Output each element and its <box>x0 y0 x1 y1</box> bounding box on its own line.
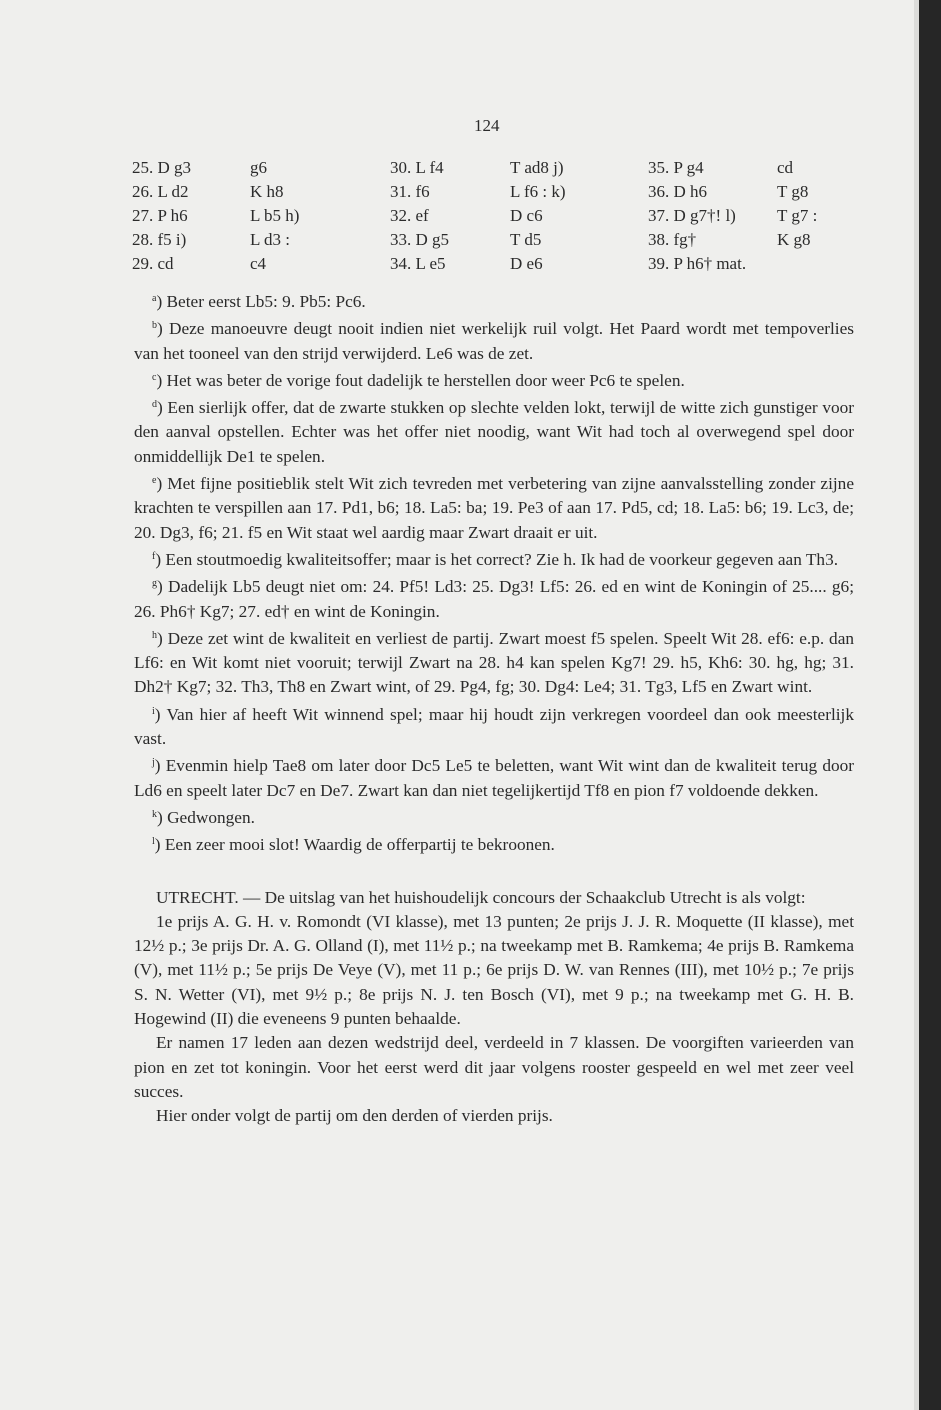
move-white: 29. cd <box>132 254 174 273</box>
footnote: $^a$) Beter eerst Lb5: 9. Pb5: Pc6. <box>152 292 366 311</box>
footnote: $^i$) Van hier af heeft Wit winnend spel; maar hij houdt zijn verkregen voordeel dan ook meesterlijk vast. <box>134 704 855 749</box>
footnote: $^k$) Gedwongen. <box>152 807 255 827</box>
scan-border <box>919 0 941 1410</box>
footnote-text: Een stoutmoedig kwaliteitsoffer; maar is het correct? Zie h. Ik had de voorkeur gegeven aan Th3. <box>165 549 839 569</box>
footnote-mark: j <box>152 757 155 769</box>
footnote: $^g$) Dadelijk Lb5 deugt niet om: 24. Pf5! Ld3: 25. Dg3! Lf5: 26. ed en wint de Koningin of 25.... g6; 26. Ph6† Kg7; 27. ed† en wint de Koningin. <box>134 577 854 621</box>
footnote-text: Dadelijk Lb5 deugt niet om: 24. Pf5! Ld3: 25. Dg3! Lf5: 26. ed en wint de Koningin of 25.... g6; 26. Ph6† Kg7; 27. ed† en wint de Koningin. <box>134 577 854 621</box>
move-white: 37. D g7†! l) <box>648 206 736 225</box>
footnote-mark: k <box>152 808 157 820</box>
move-black: c4 <box>250 254 267 273</box>
move-row <box>132 158 852 182</box>
move-table <box>132 158 852 278</box>
body-text <box>134 287 854 1129</box>
footnote-mark: b <box>152 320 157 332</box>
move-black: T d5 <box>510 230 542 249</box>
footnote: $^c$) Het was beter de vorige fout dadelijk te herstellen door weer Pc6 te spelen. <box>152 370 685 390</box>
footnote-text: Een zeer mooi slot! Waardig de offerpartij te bekroonen. <box>164 835 555 855</box>
move-row <box>132 206 852 230</box>
paragraph: Er namen 17 leden aan dezen wedstrijd deel, verdeeld in 7 klassen. De voorgiften varieerden van pion en zet tot koningin. Voor het eerst werd dit jaar volgens rooster gespeeld en wel met zeer veel succes. <box>134 1033 854 1101</box>
footnote-mark: h <box>152 629 157 641</box>
footnote-text: Het was beter de vorige fout dadelijk te herstellen door weer Pc6 te spelen. <box>166 370 685 390</box>
move-black: L f6 : k) <box>510 182 566 201</box>
move-white: 30. L f4 <box>390 158 444 177</box>
footnote: $^f$) Een stoutmoedig kwaliteitsoffer; maar is het correct? Zie h. Ik had de voorkeur gegeven aan Th3. <box>152 549 839 569</box>
move-white: 35. P g4 <box>648 158 704 177</box>
footnote-mark: a <box>152 293 157 304</box>
move-black: D e6 <box>510 254 543 273</box>
footnote-mark: c <box>152 371 157 383</box>
move-black: T g8 <box>777 182 809 201</box>
move-white: 25. D g3 <box>132 158 192 177</box>
footnote-text: Deze zet wint de kwaliteit en verliest de partij. Zwart moest f5 spelen. Speelt Wit 28. ef6: e.p. dan Lf6: en Wit komt niet vooruit; terwijl Zwart na 28. h4 kan spelen Kg7! 29. h5, Kh6: 30. hg, hg; 31. Dh2† Kg7; 32. Th3, Th8 en Zwart wint, of 29. Pg4, fg; 30. Dg4: Le4; 31. Tg3, Lf5 en Zwart wint. <box>134 628 855 697</box>
move-white: 34. L e5 <box>390 254 446 273</box>
move-white: 28. f5 i) <box>132 230 187 249</box>
footnote-mark: f <box>152 550 156 562</box>
footnote: $^e$) Met fijne positieblik stelt Wit zich tevreden met verbetering van zijne aanvalsstelling zonder zijne krachten te verspillen aan 17. Pd1, b6; 18. La5: ba; 19. Pe3 of aan 17. Pd5, cd; 18. La5: b6; 19. Lc3, de; 20. Dg3, f6; 21. f5 en Wit staat wel aardig maar Zwart draait er uit. <box>134 474 854 542</box>
footnote: $^l$) Een zeer mooi slot! Waardig de offerpartij te bekroonen. <box>152 835 555 855</box>
move-row <box>132 230 852 254</box>
footnote: $^b$) Deze manoeuvre deugt nooit indien niet werkelijk ruil volgt. Het Paard wordt met tempoverlies van het tooneel van den strijd verwijderd. Le6 was de zet. <box>134 319 855 363</box>
footnote-text: Met fijne positieblik stelt Wit zich tevreden met verbetering van zijne aanvalsstelling zonder zijne krachten te verspillen aan 17. Pd1, b6; 18. La5: ba; 19. Pe3 of aan 17. Pd5, cd; 18. La5: b6; 19. Lc3, de; 20. Dg3, f6; 21. f5 en Wit staat wel aardig maar Zwart draait er uit. <box>134 474 854 542</box>
footnote-mark: d <box>152 399 157 411</box>
paragraph: 1e prijs A. G. H. v. Romondt (VI klasse), met 13 punten; 2e prijs J. J. R. Moquette (II klasse), met 12½ p.; 3e prijs Dr. A. G. Olland (I), met 11½ p.; na tweekamp met B. Ramkema; 4e prijs B. Ramkema (V), met 11½ p.; 5e prijs De Veye (V), met 11 p.; 6e prijs D. W. van Rennes (III), met 10½ p.; 7e prijs S. N. Wetter (VI), met 9½ p.; 8e prijs N. J. ten Bosch (VI), met 9 p.; na tweekamp met G. H. B. Hogewind (II) die eveneens 9 punten behaalde. <box>134 911 854 1029</box>
footnote-text: Van hier af heeft Wit winnend spel; maar hij houdt zijn verkregen voordeel dan ook meesterlijk vast. <box>134 704 855 749</box>
move-black: g6 <box>250 158 267 177</box>
move-black: K h8 <box>250 182 284 201</box>
footnote: $^j$) Evenmin hielp Tae8 om later door Dc5 Le5 te beletten, want Wit wint dan de kwaliteit terug door Ld6 en speelt later Dc7 en De7. Zwart kan dan niet tegelijkertijd Tf8 en pion f7 voldoende dekken. <box>134 756 854 800</box>
footnote-mark: g <box>152 578 157 590</box>
footnote-text: Evenmin hielp Tae8 om later door Dc5 Le5 te beletten, want Wit wint dan de kwaliteit terug door Ld6 en speelt later Dc7 en De7. Zwart kan dan niet tegelijkertijd Tf8 en pion f7 voldoende dekken. <box>134 756 854 800</box>
move-white: 26. L d2 <box>132 182 189 201</box>
move-white: 38. fg† <box>648 230 697 249</box>
paragraph: Hier onder volgt de partij om den derden of vierden prijs. <box>156 1106 553 1126</box>
move-white: 33. D g5 <box>390 230 450 249</box>
move-black: L d3 : <box>250 230 290 249</box>
footnote-mark: l <box>152 836 155 848</box>
footnote: $^h$) Deze zet wint de kwaliteit en verliest de partij. Zwart moest f5 spelen. Speelt Wit 28. ef6: e.p. dan Lf6: en Wit komt niet vooruit; terwijl Zwart na 28. h4 kan spelen Kg7! 29. h5, Kh6: 30. hg, hg; 31. Dh2† Kg7; 32. Th3, Th8 en Zwart wint, of 29. Pg4, fg; 30. Dg4: Le4; 31. Tg3, Lf5 en Zwart wint. <box>134 628 855 697</box>
footnote-text: Deze manoeuvre deugt nooit indien niet werkelijk ruil volgt. Het Paard wordt met tempoverlies van het tooneel van den strijd verwijderd. Le6 was de zet. <box>134 319 855 363</box>
move-black: T ad8 j) <box>510 158 564 177</box>
move-white: 32. ef <box>390 206 429 225</box>
footnote-mark: i <box>152 705 155 717</box>
move-black: T g7 : <box>777 206 818 225</box>
move-white: 27. P h6 <box>132 206 188 225</box>
move-black: D c6 <box>510 206 543 225</box>
paragraph: UTRECHT. — De uitslag van het huishoudelijk concours der Schaakclub Utrecht is als volgt: <box>156 887 806 907</box>
move-row <box>132 182 852 206</box>
move-black: cd <box>777 158 794 177</box>
move-black: K g8 <box>777 230 811 249</box>
footnote: $^d$) Een sierlijk offer, dat de zwarte stukken op slechte velden lokt, terwijl de witte zich gunstiger voor den aanval opstellen. Echter was het offer niet noodig, want Wit had toch al overwegend spel door onmiddellijk De1 te spelen. <box>134 398 854 466</box>
section-gap <box>134 858 854 886</box>
page-number: 124 <box>474 116 500 135</box>
footnote-text: Beter eerst Lb5: 9. Pb5: Pc6. <box>166 292 366 311</box>
move-black: L b5 h) <box>250 206 300 225</box>
move-row <box>132 254 852 278</box>
move-white: 31. f6 <box>390 182 430 201</box>
move-white: 39. P h6† mat. <box>648 254 747 273</box>
footnote-text: Een sierlijk offer, dat de zwarte stukken op slechte velden lokt, terwijl de witte zich gunstiger voor den aanval opstellen. Echter was het offer niet noodig, want Wit had toch al overwegend spel door onmiddellijk De1 te spelen. <box>134 398 854 466</box>
footnote-text: Gedwongen. <box>167 807 255 827</box>
move-white: 36. D h6 <box>648 182 708 201</box>
footnote-mark: e <box>152 475 157 487</box>
